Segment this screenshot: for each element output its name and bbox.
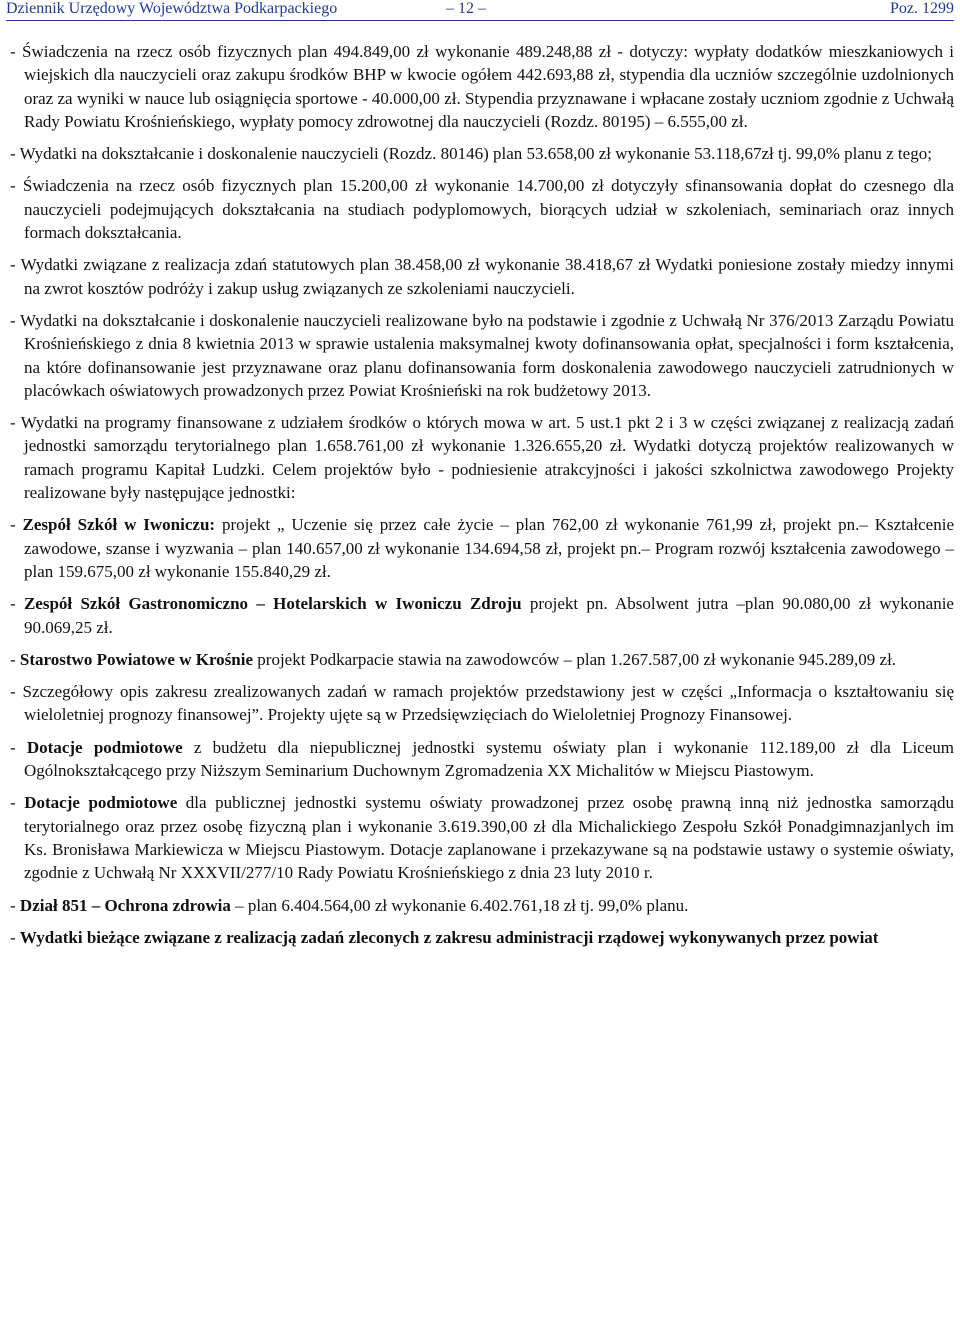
journal-title: Dziennik Urzędowy Województwa Podkarpackiego [6, 0, 338, 17]
paragraph-delegated-tasks: - Wydatki bieżące związane z realizacją zadań zleconych z zakresu administracji rządowej wykonywanych przez powiat [10, 927, 879, 947]
position-number: Poz. 1299 [890, 0, 954, 17]
unit-name: Starostwo Powiatowe w Krośnie [19, 649, 254, 669]
unit-name: Zespół Szkół Gastronomiczno – Hotelarskich w Iwoniczu Zdroju [23, 594, 522, 614]
paragraph-statutory-expenses: - Wydatki związane z realizacja zdań statutowych plan 38.458,00 zł wykonanie 38.418,67 zł Wydatki poniesione zostały miedzy innymi na zwrot kosztów podróży i zakup usług związanych ze szkoleniami nauczycieli. [10, 255, 954, 298]
paragraph-zs-gastronomic: - Zespół Szkół Gastronomiczno – Hotelarskich w Iwoniczu Zdroju projekt pn. Absolwent jutra –plan 90.080,00 zł wykonanie 90.069,25 zł. [10, 594, 954, 637]
paragraph-subsidy-public: - Dotacje podmiotowe dla publicznej jednostki systemu oświaty prowadzonej przez osobę prawną inną niż jednostka samorządu terytorialnego oraz przez osobę fizyczną plan i wykonanie 3.619.390,00 zł dla Michalickiego Zespołu Szkół Ponadgimnazjanlych im Ks. Bronisława Markiewicza w Miejscu Piastowym. Dotacje zaplanowane i przekazywane są na podstawie ustawy o systemie oświaty, zgodnie z Uchwałą Nr XXXVII/277/10 Rady Powiatu Krośnieńskiego z dnia 23 luty 2010 r. [10, 793, 955, 883]
header-divider [6, 20, 954, 21]
paragraph-individual-benefits: - Świadczenia na rzecz osób fizycznych plan 15.200,00 zł wykonanie 14.700,00 zł dotyczyły sfinansowania dopłat do czesnego dla nauczycieli podejmujących dokształcania na studiach podyplomowych, biorących udział w szkoleniach, seminariach oraz innych formach dokształcania. [10, 176, 954, 243]
paragraph-eu-programs: - Wydatki na programy finansowane z udziałem środków o których mowa w art. 5 ust.1 pkt 2 i 3 w części związanej z realizacją zadań jednostki samorządu terytorialnego plan 1.658.761,00 zł wykonanie 1.326.655,20 zł. Wydatki dotyczą projektów realizowanych w ramach programu Kapitał Ludzki. Celem projektów było - podniesienie atrakcyjności i jakości szkolnictwa zawodowego Projekty realizowane były następujące jednostki: [10, 413, 954, 503]
subsidy-label: Dotacje podmiotowe [24, 793, 178, 813]
paragraph-scholarships: - Świadczenia na rzecz osób fizycznych plan 494.849,00 zł wykonanie 489.248,88 zł - dotyczy: wypłaty dodatków mieszkaniowych i wiejskich dla nauczycieli oraz zakupu środków BHP w kwocie ogółem 442.693,88 zł, stypendia dla uczniów szczególnie uzdolnionych oraz za wyniki w nauce lub osiągnięcia sportowe - 40.000,00 zł. Stypendia przyznawane i wpłacane zostały uczniom zgodnie z Uchwałą Rady Powiatu Krośnieńskiego, wypłaty pomocy zdrowotnej dla nauczycieli (Rozdz. 80195) – 6.555,00 zł. [10, 42, 954, 131]
paragraph-health-section: - Dział 851 – Ochrona zdrowia – plan 6.404.564,00 zł wykonanie 6.402.761,18 zł tj. 99,0% planu. [10, 895, 689, 915]
paragraph-resolution: - Wydatki na dokształcanie i doskonalenie nauczycieli realizowane było na podstawie i zgodnie z Uchwałą Nr 376/2013 Zarządu Powiatu Krośnieńskiego z dnia 8 kwietnia 2013 w sprawie ustalenia maksymalnej kwoty dofinansowania opłat, specjalności i form kształcenia, na które dofinansowanie jest przyznawane oraz planu dofinansowania form doskonalenia zawodowego nauczycieli zatrudnionych w placówkach oświatowych prowadzonych przez Powiat Krośnieński na rok budżetowy 2013. [10, 310, 954, 400]
document-body [10, 40, 954, 958]
paragraph-teacher-training: - Wydatki na dokształcanie i doskonalenie nauczycieli (Rozdz. 80146) plan 53.658,00 zł wykonanie 53.118,67zł tj. 99,0% planu z tego; [10, 144, 932, 164]
section-label: Wydatki bieżące związane z realizacją zadań zleconych z zakresu administracji rządowej wykonywanych przez powiat [19, 927, 879, 947]
page-header [6, 0, 954, 22]
paragraph-starostwo: - Starostwo Powiatowe w Krośnie projekt Podkarpacie stawia na zawodowców – plan 1.267.587,00 zł wykonanie 945.289,09 zł. [10, 649, 897, 669]
paragraph-project-details: - Szczegółowy opis zakresu zrealizowanych zadań w ramach projektów przedstawiony jest w części „Informacja o kształtowaniu się wieloletniej prognozy finansowej”. Projekty ujęte są w Przedsięwzięciach do Wieloletniej Prognozy Finansowej. [10, 682, 954, 725]
paragraph-zs-iwonicz: - Zespół Szkół w Iwoniczu: projekt „ Uczenie się przez całe życie – plan 762,00 zł wykonanie 761,99 zł, projekt pn.– Kształcenie zawodowe, szanse i wyzwania – plan 140.657,00 zł wykonanie 134.694,58 zł, projekt pn.– Program rozwój kształcenia zawodowego – plan 159.675,00 zł wykonanie 155.840,29 zł. [10, 515, 954, 581]
paragraph-subsidy-nonpublic: - Dotacje podmiotowe z budżetu dla niepublicznej jednostki systemu oświaty plan i wykonanie 112.189,00 zł dla Liceum Ogólnokształcącego przy Niższym Seminarium Duchownym Zgromadzenia XX Michalitów w Miejscu Piastowym. [10, 737, 954, 781]
page-number: – 12 – [446, 0, 486, 17]
section-label: Dział 851 – Ochrona zdrowia [19, 895, 231, 915]
unit-name: Zespół Szkół w Iwoniczu: [22, 515, 216, 535]
subsidy-label: Dotacje podmiotowe [26, 737, 183, 757]
